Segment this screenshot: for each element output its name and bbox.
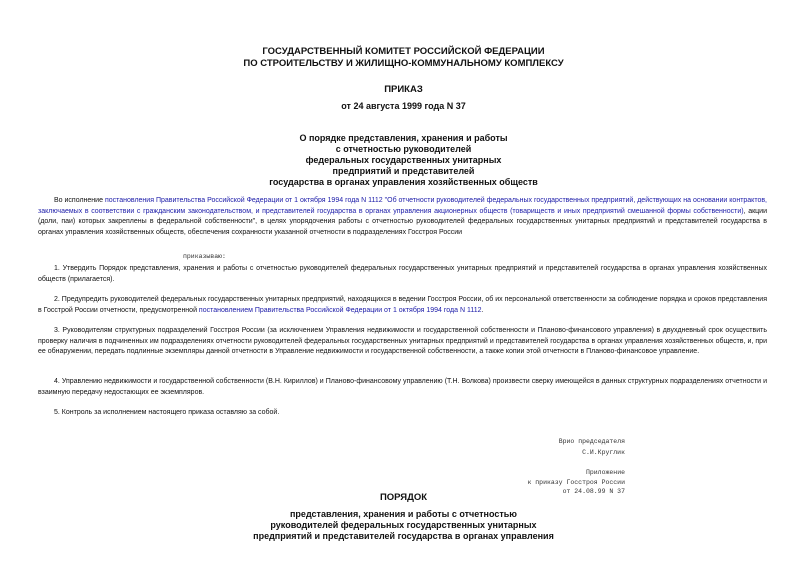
preamble-text-start: Во исполнение (54, 197, 105, 204)
issuer-header (0, 46, 807, 70)
item-5-text: 5. Контроль за исполнением настоящего приказа оставляю за собой. (54, 409, 280, 416)
subject-line: О порядке представления, хранения и работы (299, 133, 508, 143)
resolution-link[interactable]: постановления Правительства Российской Федерации от 1 октября 1994 года N 1112 "Об отчетности руководителей федеральных государственных предприятий, действующих на основании контрактов, заключаемых в соответствии с гражданским законодательством, и представителей государства в органах управления акционерных обществ (товариществ и иных предприятий смешанной формы собственности) (38, 197, 768, 215)
item-1 (38, 264, 767, 285)
item-3 (38, 326, 767, 358)
procedure-line: руководителей федеральных государственных унитарных (270, 520, 537, 530)
signature-block (559, 436, 625, 458)
procedure-title: ПОРЯДОК (379, 492, 428, 503)
document-date: от 24 августа 1999 года N 37 (341, 101, 466, 111)
resolution-link-2[interactable]: постановлением Правительства Российской Федерации от 1 октября 1994 года N 1112 (198, 306, 482, 314)
signature-name: С.И.Круглик (582, 449, 625, 456)
subject-line: государства в органах управления хозяйственных обществ (269, 177, 538, 187)
issuer-line-2: ПО СТРОИТЕЛЬСТВУ И ЖИЛИЩНО-КОММУНАЛЬНОМУ КОМПЛЕКСУ (243, 58, 564, 69)
item-3-text: 3. Руководителям структурных подразделений Госстроя России (за исключением Управления недвижимости и государственной собственности и Планово-финансового управления) в двухдневный срок осуществить проверку наличия в подчиненных им подразделениях отчетности руководителей федеральных государственных унитарных предприятий и представителей государства в органах управления хозяйственных обществ, и, при ее обнаружении, передать подлинные экземпляры данной отчетности в Управление недвижимости и государственной собственности, а также копии этой отчетности в Планово-финансовое управление. (38, 327, 767, 355)
subject-line: предприятий и представителей (332, 166, 475, 176)
procedure-line: представления, хранения и работы с отчетностью (290, 509, 517, 519)
item-1-text: 1. Утвердить Порядок представления, хранения и работы с отчетностью руководителей федеральных государственных унитарных предприятий и представителей государства в органах управления хозяйственных обществ (прилагается). (38, 265, 767, 283)
issuer-line-1: ГОСУДАРСТВЕННЫЙ КОМИТЕТ РОССИЙСКОЙ ФЕДЕРАЦИИ (262, 46, 545, 57)
decree-word: приказываю: (183, 253, 226, 260)
procedure-subtitle (0, 509, 807, 542)
preamble-paragraph (38, 196, 767, 238)
document-type: ПРИКАЗ (384, 84, 423, 95)
appendix-line-3: от 24.08.99 N 37 (562, 488, 625, 495)
signature-role: Врио председателя (558, 438, 625, 445)
item-2 (38, 295, 767, 316)
subject-line: с отчетностью руководителей (335, 144, 472, 154)
procedure-line: предприятий и представителей государства в органах управления (253, 531, 554, 541)
subject-line: федеральных государственных унитарных (305, 155, 502, 165)
item-4-text: 4. Управлению недвижимости и государственной собственности (В.Н. Кириллов) и Планово-финансовому управлению (Т.Н. Волкова) произвести сверку имеющейся в данных структурных подразделениях отчетности и взаимную передачу недостающих ее экземпляров. (38, 378, 767, 396)
item-2-text: 2. Предупредить руководителей федеральных государственных унитарных предприятий, находящихся в ведении Госстроя России, об их персональной ответственности за соблюдение порядка и сроков представления в Госстрой России отчетности, предусмотренной (38, 296, 767, 314)
appendix-line-1: Приложение (585, 469, 625, 476)
document-subject (0, 133, 807, 188)
item-4 (38, 377, 767, 398)
appendix-line-2: к приказу Госстроя России (527, 478, 625, 486)
preamble-text-end: , акции (доли, паи) которых закреплены в федеральной собственности", в целях упорядочения работы с отчетностью руководителей федеральных государственных унитарных предприятий и представителей государства в органах управления хозяйственных обществ, обеспечения сохранности указанной отчетности в подразделениях Госстроя России (38, 207, 767, 236)
item-2-end: . (481, 306, 484, 314)
item-5 (38, 408, 767, 419)
